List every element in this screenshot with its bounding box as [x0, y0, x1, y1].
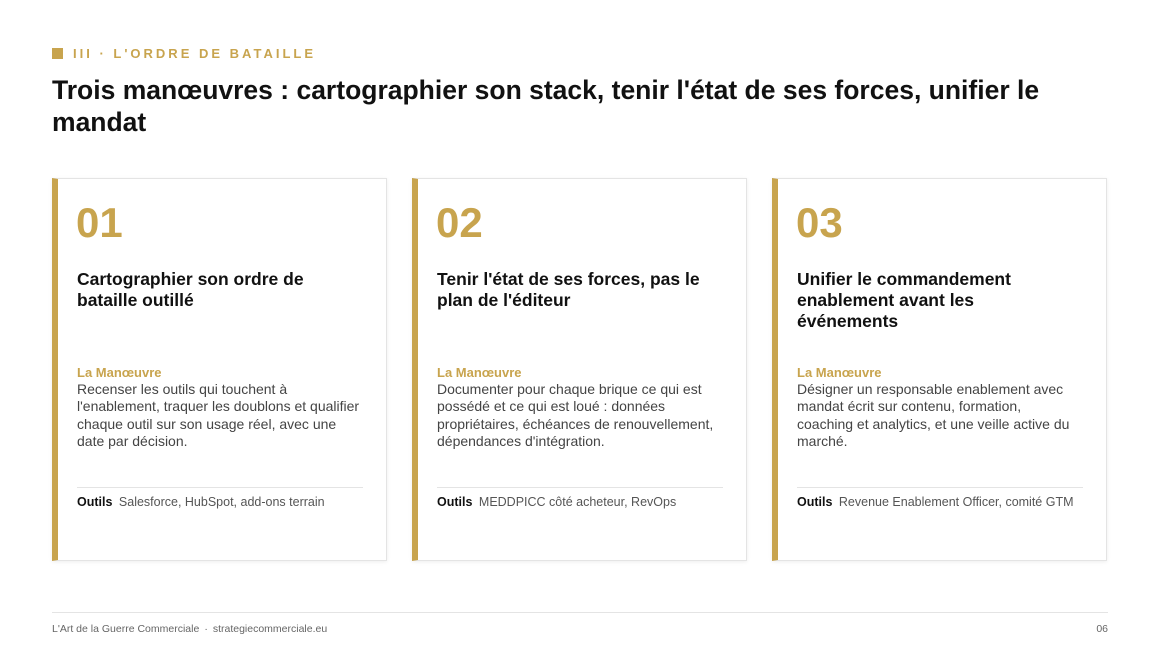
card-number: 03: [796, 199, 843, 246]
card-kicker: La Manœuvre: [797, 365, 882, 380]
footer-divider: [52, 612, 1108, 613]
tools-value: Revenue Enablement Officer, comité GTM: [838, 495, 1074, 509]
card-divider: [797, 487, 1083, 488]
card-kicker: La Manœuvre: [77, 365, 162, 380]
page-title: Trois manœuvres : cartographier son stack, tenir l'état de ses forces, unifier le mandat: [52, 75, 1040, 137]
card-body: Recenser les outils qui touchent à l'enablement, traquer les doublons et qualifier chaque outil sur son usage réel, avec une date par décision.: [77, 381, 360, 450]
card-kicker: La Manœuvre: [437, 365, 522, 380]
card-title: Tenir l'état de ses forces, pas le plan de l'éditeur: [437, 269, 700, 310]
tools-value: Salesforce, HubSpot, add-ons terrain: [118, 495, 325, 509]
card-number: 01: [76, 199, 123, 246]
footer-brand-name: L'Art de la Guerre Commerciale: [52, 623, 200, 635]
card-2: [412, 178, 747, 561]
gold-square-icon: [52, 48, 63, 59]
page-number: 06: [1096, 623, 1108, 635]
section-label: III · L'ORDRE DE BATAILLE: [73, 46, 316, 61]
card-tools: [77, 494, 359, 510]
footer-separator: ·: [204, 623, 208, 635]
footer-site: strategiecommerciale.eu: [212, 623, 328, 635]
card-number: 02: [436, 199, 483, 246]
card-list: [52, 178, 1108, 561]
tools-label: Outils: [77, 495, 113, 509]
card-divider: [77, 487, 363, 488]
card-1: [52, 178, 387, 561]
card-tools: [437, 494, 719, 510]
card-3: [772, 178, 1107, 561]
tools-label: Outils: [437, 495, 473, 509]
card-tools: [797, 494, 1079, 510]
card-divider: [437, 487, 723, 488]
card-body: Désigner un responsable enablement avec mandat écrit sur contenu, formation, coaching et analytics, et une veille active du marché.: [797, 381, 1070, 450]
card-title: Unifier le commandement enablement avant les événements: [797, 269, 1011, 331]
section-eyebrow: [52, 46, 316, 61]
card-body: Documenter pour chaque brique ce qui est possédé et ce qui est loué : données propriétaires, échéances de renouvellement, dépendances d'intégration.: [437, 381, 714, 450]
card-title: Cartographier son ordre de bataille outillé: [77, 269, 304, 310]
tools-label: Outils: [797, 495, 833, 509]
tools-value: MEDDPICC côté acheteur, RevOps: [478, 495, 677, 509]
footer-brand: [52, 623, 327, 635]
